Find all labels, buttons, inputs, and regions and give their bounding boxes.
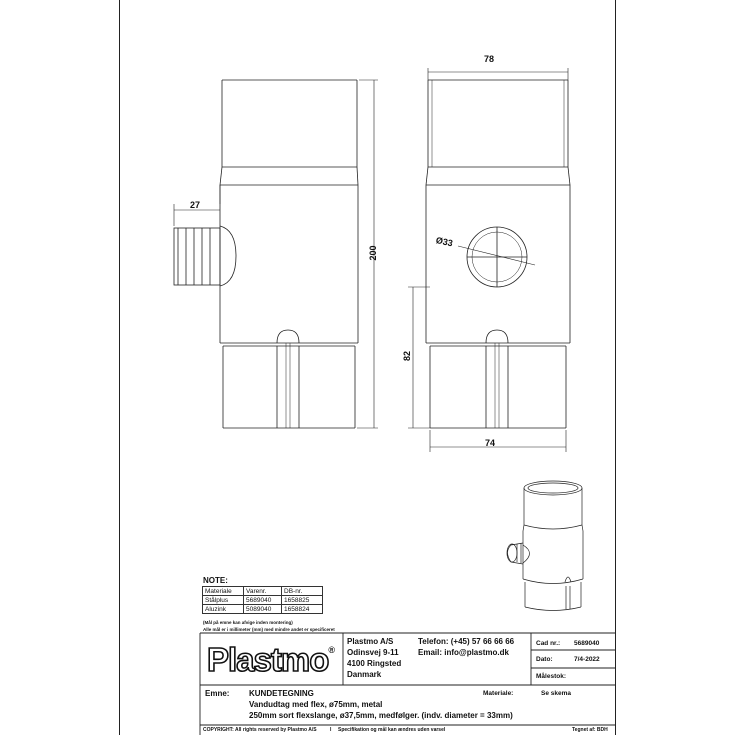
logo-text: Plastmo	[207, 641, 329, 678]
dim-outlet-height: 82	[402, 351, 412, 362]
table-header: Varenr.	[244, 587, 282, 596]
table-header: Materiale	[203, 587, 244, 596]
plastmo-logo	[207, 641, 334, 679]
date-value: 7/4-2022	[574, 656, 600, 663]
isometric-view	[507, 481, 583, 611]
company-email: Email: info@plastmo.dk	[418, 648, 509, 657]
spec-notice: Specifikation og mål kan ændres uden varsel	[338, 727, 446, 733]
scale-label: Målestok:	[536, 673, 566, 680]
table-row	[203, 605, 323, 614]
table-cell: Aluzink	[203, 605, 244, 614]
subject-title: KUNDETEGNING	[249, 689, 314, 698]
dim-bottom-width: 74	[485, 438, 496, 448]
company-city: 4100 Ringsted	[347, 659, 402, 668]
front-view	[408, 68, 570, 452]
copyright-text: COPYRIGHT: All rights reserved by Plastmo A/S	[203, 727, 317, 733]
material-value: Se skema	[541, 690, 571, 697]
drawn-by: Tegnet af: BDH	[572, 727, 608, 733]
table-row	[203, 596, 323, 605]
subject-label: Emne:	[205, 689, 230, 698]
table-cell: 5689040	[244, 596, 282, 605]
subject-line-1: Vandudtag med flex, ø75mm, metal	[249, 700, 383, 709]
dim-pipe-length: 27	[190, 200, 201, 210]
cad-label: Cad nr.:	[536, 640, 561, 647]
date-label: Dato:	[536, 656, 553, 663]
company-name: Plastmo A/S	[347, 637, 394, 646]
cad-value: 5689040	[574, 640, 600, 647]
dim-top-width: 78	[484, 54, 495, 64]
side-view	[174, 80, 378, 428]
table-header-row	[203, 587, 323, 596]
note-title: NOTE:	[203, 576, 228, 585]
dim-outlet-diameter: Ø33	[434, 235, 454, 249]
dim-height: 200	[368, 245, 378, 261]
company-phone: Telefon: (+45) 57 66 66 66	[418, 637, 515, 646]
subject-line-2: 250mm sort flexslange, ø37,5mm, medfølger. (indv. diameter = 33mm)	[249, 711, 513, 720]
table-cell: 1658825	[282, 596, 323, 605]
table-header: DB-nr.	[282, 587, 323, 596]
footer-separator: I	[330, 727, 332, 733]
table-cell: Stålplus	[203, 596, 244, 605]
table-cell: 1658824	[282, 605, 323, 614]
material-label: Materiale:	[483, 690, 514, 697]
material-table	[202, 586, 323, 614]
registered-mark: ®	[328, 645, 335, 655]
note-line-2: Alle mål er i millimeter (mm) med mindre andet er specificeret	[203, 627, 335, 632]
table-cell: 5089040	[244, 605, 282, 614]
note-line-1: (Mål på emne kan afvige inden montering)	[203, 620, 293, 625]
company-street: Odinsvej 9-11	[347, 648, 399, 657]
company-country: Danmark	[347, 670, 382, 679]
